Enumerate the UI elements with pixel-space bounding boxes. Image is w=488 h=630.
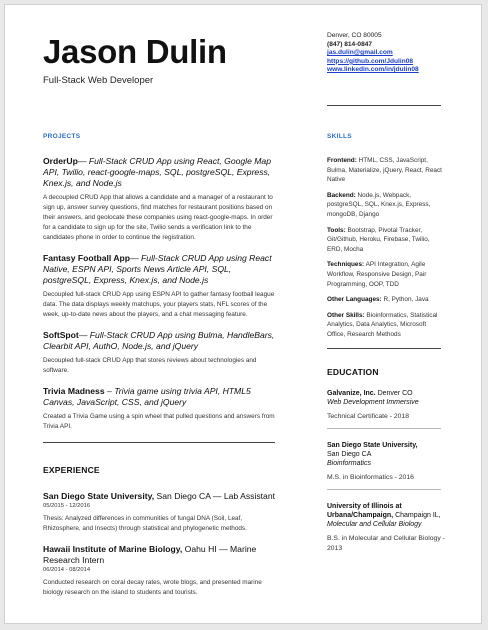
education-item [327, 502, 445, 554]
project-name: OrderUp [43, 156, 78, 166]
project-subtitle: Full-Stack CRUD App using Bulma, HandleBars, Clearbit API, AuthO, Node.js, and jQuery [43, 330, 275, 351]
job-title-line [43, 544, 275, 566]
education-heading: EDUCATION [327, 366, 379, 377]
skill-item [327, 311, 445, 340]
project-title [43, 330, 275, 352]
project-subtitle: Full-Stack CRUD App using React Native, ESPN API, Sports News Article API, SQL, postgreSQL, Express, Knex.js, and Node.js [43, 253, 272, 285]
skills-heading: SKILLS [327, 133, 352, 140]
left-column [43, 133, 275, 598]
project-item [43, 253, 275, 320]
project-dash: — [77, 156, 89, 166]
skill-value: Node.js, Webpack, postgreSQL, SQL, Knex.js, Express, mongoDB, Django [327, 191, 431, 218]
education-item [327, 389, 445, 429]
job-org: San Diego State University, [43, 491, 155, 501]
contact-phone: (847) 814-0847 [327, 40, 373, 48]
education-location: San Diego CA [327, 450, 372, 458]
section-divider [327, 348, 441, 349]
skill-label: Backend: [327, 191, 356, 199]
right-column [327, 133, 445, 554]
job-description: Conducted research on coral decay rates, wrote blogs, and presented marine biology research on the island to students and tourists. [43, 579, 262, 596]
project-item [43, 330, 275, 376]
project-subtitle: Trivia game using trivia API, HTML5 Canvas, JavaScript, CSS, and jQuery [43, 386, 251, 407]
linkedin-link[interactable]: www.linkedin.com/in/jdulin08 [327, 66, 419, 74]
candidate-name: Jason Dulin [43, 33, 227, 70]
skill-value: HTML, CSS, JavaScript, Bulma, Materialize, jQuery, React, React Native [327, 157, 442, 184]
project-description: Created a Trivia Game using a spin wheel that pulled questions and answers from Trivia API. [43, 413, 275, 430]
skill-label: Other Skills: [327, 311, 365, 319]
education-location: Denver CO [375, 389, 413, 397]
project-dash: — [78, 330, 90, 340]
skill-item [327, 156, 445, 185]
job-title: Full-Stack Web Developer [43, 75, 154, 86]
education-program: Bioinformatics [327, 459, 371, 467]
skill-value: Bootstrap, Pivotal Tracker, Git/Github, Heroku, Firebase, Twilio, ERD, Mocha [327, 226, 430, 253]
job-role: San Diego CA — Lab Assistant [154, 491, 275, 501]
contact-divider [327, 105, 441, 106]
skill-label: Other Languages: [327, 296, 382, 304]
skill-item [327, 260, 445, 289]
project-description: A decoupled CRUD App that allows a candidate and a manager of a restaurant to sign up, answer survey questions, find matches for restaurant positions based on their answers, and geolocate these companies using react-google-maps. In order for a candidate to sign up for the site, Twilio sends a verification link to the candidates phone in order to continue the registration. [43, 194, 273, 241]
project-dash: – [104, 386, 115, 396]
education-location: Champaign IL [393, 511, 439, 519]
projects-heading: PROJECTS [43, 133, 81, 140]
job-item [43, 491, 275, 534]
email-link[interactable]: jas.dulin@gmail.com [327, 49, 393, 57]
skill-value: API Integration, Agile Workflow, Responsive Design, Pair Programming, OOP, TDD [327, 261, 427, 288]
job-org: Hawaii Institute of Marine Biology, [43, 544, 183, 554]
education-divider [327, 489, 441, 490]
experience-heading: EXPERIENCE [43, 465, 100, 475]
education-school-line: University of Illinois at Urbana/Champaign, Champaign IL, Molecular and Cellular Biology [327, 502, 441, 528]
contact-block [327, 32, 419, 75]
project-description: Decoupled full-stack CRUD App that stores reviews about technologies and software. [43, 357, 257, 374]
skill-item [327, 295, 445, 305]
project-title [43, 253, 275, 286]
skill-value: Bioinformatics, Statistical Analytics, Data Analytics, Microsoft Office, Research Methods [327, 311, 438, 338]
education-school-line [327, 441, 445, 468]
education-divider [327, 428, 441, 429]
education-degree: B.S. in Molecular and Cellular Biology - 2013 [327, 534, 445, 552]
job-dates: 05/2015 - 12/2016 [43, 503, 91, 509]
education-school: University of Illinois at Urbana/Champaign, [327, 502, 402, 519]
skill-item [327, 191, 445, 220]
job-item [43, 544, 275, 598]
project-name: Fantasy Football App [43, 253, 131, 263]
project-item [43, 386, 275, 432]
section-divider [43, 442, 275, 443]
project-name: Trivia Madness [43, 386, 105, 396]
education-program: Molecular and Cellular Biology [327, 520, 422, 528]
job-dates: 06/2014 - 08/2014 [43, 567, 91, 573]
project-name: SoftSpot [43, 330, 79, 340]
education-degree: Technical Certificate - 2018 [327, 412, 409, 420]
education-degree: M.S. in Bioinformatics - 2016 [327, 473, 414, 481]
skill-label: Techniques: [327, 261, 365, 269]
skill-value: R, Python, Java [381, 296, 429, 304]
project-description: Decoupled full-stack CRUD App using ESPN API to gather fantasy football league data. The data displays weekly matchups, your players stats, NFL scores of the week, up-to-date news about the players, and a chat messaging feature. [43, 291, 275, 318]
job-description: Thesis: Analyzed differences in communities of fungal DNA (Soil, Leaf, Rhizosphere, and Insects) through statistical and phylogenetic methods. [43, 515, 247, 532]
resume-page [4, 4, 482, 624]
project-item [43, 156, 275, 243]
job-title-line [43, 491, 275, 502]
education-school: Galvanize, Inc. [327, 389, 376, 397]
project-dash: — [130, 253, 142, 263]
education-school: San Diego State University, [327, 441, 418, 449]
github-link[interactable]: https://github.com/Jdulin08 [327, 57, 414, 65]
education-program: Web Development Immersive [327, 398, 419, 406]
project-title [43, 386, 275, 408]
contact-location: Denver, CO 80005 [327, 32, 382, 39]
job-role: Oahu HI — Marine Research Intern [43, 544, 257, 565]
project-subtitle: Full-Stack CRUD App using React, Google Map API, Twilio, react-google-maps, SQL, postgreSQL, Express, Knex.js, and Node.js [43, 156, 271, 188]
education-school-line [327, 389, 445, 407]
skill-label: Frontend: [327, 157, 357, 164]
skill-item [327, 226, 445, 255]
education-item [327, 441, 445, 490]
project-title [43, 156, 275, 189]
skill-label: Tools: [327, 226, 346, 234]
